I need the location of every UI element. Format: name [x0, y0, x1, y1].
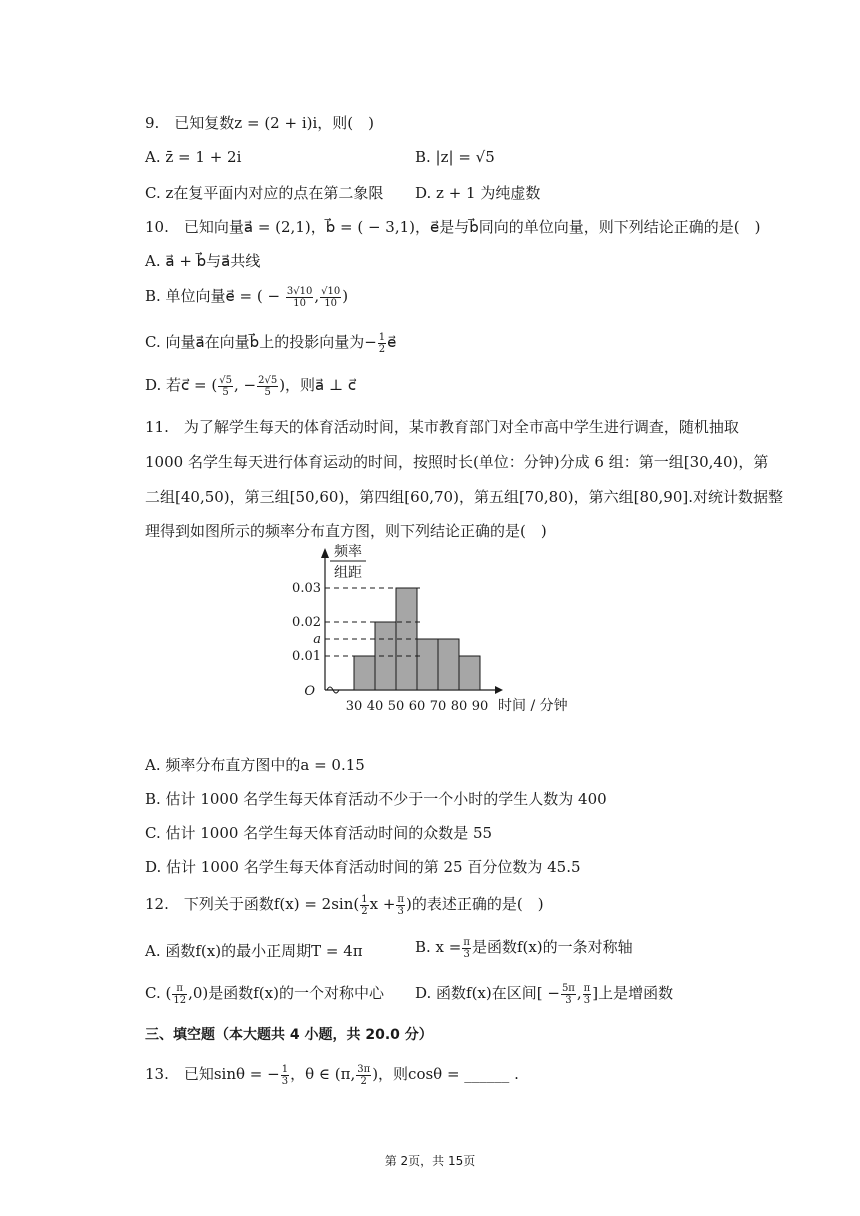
q12-stem: 12. 下列关于函数f(x) = 2sin( $\frac{1}{2}$ x + $\frac{\pi}{3}$ )的表述正确的是( ) [145, 893, 544, 917]
x-tick-label: 50 [387, 699, 405, 714]
x-axis-label: 时间 / 分钟 [498, 698, 568, 714]
histogram-bar [417, 639, 438, 690]
q11-option-a: A. 频率分布直方图中的a = 0.15 [145, 756, 365, 774]
fraction: $\frac{2√5}{5}$ [258, 374, 278, 398]
x-tick-label: 90 [471, 699, 489, 714]
q10-option-d: D. 若c⃗ = ( $\frac{√5}{5}$ , − $\frac{2√5}{5}$ )，则a⃗ ⊥ c⃗ [145, 374, 357, 398]
q10-option-a: A. a⃗ + b⃗与a⃗共线 [145, 252, 261, 270]
q12-option-d: D. 函数f(x)在区间[ − $\frac{5\pi}{3}$ , $\frac{\pi}{3}$ ]上是增函数 [415, 982, 674, 1006]
x-tick-label: 40 [366, 699, 384, 714]
y-tick-label: a [313, 632, 321, 647]
fraction: $\frac{1}{3}$ [281, 1063, 289, 1087]
y-tick-label: 0.01 [292, 649, 321, 664]
x-tick-label: 70 [429, 699, 447, 714]
fraction: $\frac{1}{2}$ [361, 893, 368, 917]
y-tick-label: 0.02 [292, 615, 321, 630]
q11-stem-line1: 11. 为了解学生每天的体育活动时间，某市教育部门对全市高中学生进行调查，随机抽取 [145, 418, 739, 436]
q9-option-d: D. z + 1 为纯虚数 [415, 184, 541, 202]
x-axis-arrow [495, 686, 503, 694]
fraction: $\frac{\pi}{3}$ [583, 982, 591, 1006]
fraction: $\frac{√10}{10}$ [321, 285, 341, 309]
q11-option-c: C. 估计 1000 名学生每天体育活动时间的众数是 55 [145, 824, 493, 842]
q10-option-c: C. 向量a⃗在向量b⃗上的投影向量为− $\frac{1}{2}$ e⃗ [145, 331, 397, 355]
q10-stem: 10. 已知向量a⃗ = (2,1)，b⃗ = ( − 3,1)，e⃗是与b⃗同向的单位向量，则下列结论正确的是( ) [145, 218, 761, 236]
fraction: $\frac{\pi}{3}$ [397, 893, 404, 917]
q12-option-a: A. 函数f(x)的最小正周期T = 4π [145, 942, 363, 960]
q11-stem-line4: 理得到如图所示的频率分布直方图，则下列结论正确的是( ) [145, 522, 547, 540]
fraction: $\frac{1}{2}$ [378, 331, 386, 355]
frequency-histogram [270, 538, 590, 718]
fraction: $\frac{3\pi}{2}$ [357, 1063, 371, 1087]
origin-label: O [304, 684, 315, 699]
q11-stem-line2: 1000 名学生每天进行体育运动的时间，按照时长(单位：分钟)分成 6 组：第一组[30,40)，第 [145, 453, 769, 471]
fraction: $\frac{√5}{5}$ [219, 374, 232, 398]
histogram-bar [459, 656, 480, 690]
q13-stem: 13. 已知sinθ = − $\frac{1}{3}$ ，θ ∈ (π, $\frac{3\pi}{2}$ )，则cosθ = ______ . [145, 1063, 519, 1087]
q12-option-b: B. x = $\frac{\pi}{3}$ 是函数f(x)的一条对称轴 [415, 936, 633, 960]
y-tick-label: 0.03 [292, 581, 321, 596]
q11-stem-line3: 二组[40,50)，第三组[50,60)，第四组[60,70)，第五组[70,80)，第六组[80,90].对统计数据整 [145, 488, 784, 506]
section-heading: 三、填空题（本大题共 4 小题，共 20.0 分） [145, 1027, 433, 1043]
page-footer: 第 2页，共 15页 [384, 1154, 476, 1168]
q12-option-c: C. ( $\frac{\pi}{12}$ ,0)是函数f(x)的一个对称中心 [145, 982, 384, 1006]
fraction: $\frac{5\pi}{3}$ [561, 982, 575, 1006]
q9-option-b: B. |z| = √5 [415, 148, 495, 166]
q10-option-b: B. 单位向量e⃗ = ( − $\frac{3√10}{10}$ , $\frac{√10}{10}$ ) [145, 285, 349, 309]
fraction: $\frac{\pi}{3}$ [463, 936, 470, 960]
y-axis-label-top: 频率 [334, 544, 362, 560]
y-axis-arrow [321, 548, 329, 558]
q10-b-text: B. 单位向量e⃗ = ( − [145, 287, 281, 305]
fraction: $\frac{3√10}{10}$ [286, 285, 313, 309]
fraction: $\frac{\pi}{12}$ [173, 982, 187, 1006]
histogram-bar [438, 639, 459, 690]
q11-option-d: D. 估计 1000 名学生每天体育活动时间的第 25 百分位数为 45.5 [145, 858, 581, 876]
q9-stem: 9. 已知复数z = (2 + i)i，则( ) [145, 114, 374, 132]
x-tick-label: 30 [345, 699, 363, 714]
q11-option-b: B. 估计 1000 名学生每天体育活动不少于一个小时的学生人数为 400 [145, 790, 607, 808]
x-tick-label: 60 [408, 699, 426, 714]
q9-option-c: C. z在复平面内对应的点在第二象限 [145, 184, 384, 202]
y-axis-label-bottom: 组距 [334, 565, 362, 581]
histogram-bar [354, 656, 375, 690]
x-tick-label: 80 [450, 699, 468, 714]
q9-option-a: A. z̄ = 1 + 2i [145, 148, 242, 166]
